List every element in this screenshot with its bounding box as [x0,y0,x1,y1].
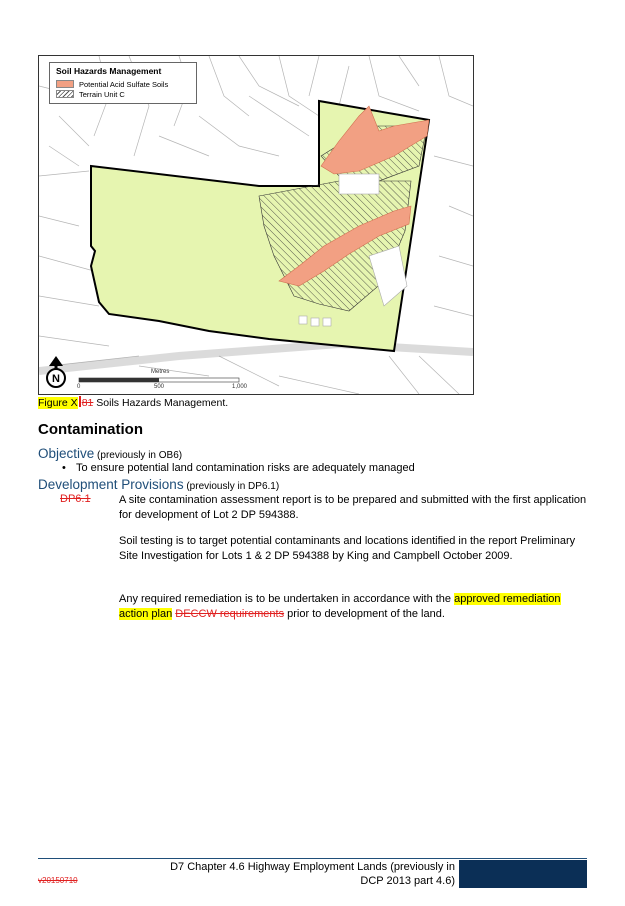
scale-tick: 0 [77,384,81,390]
scale-title: Metres [151,369,170,375]
footer-version-deleted: v20150710 [38,876,78,885]
para3-end: prior to development of the land. [284,608,445,620]
para3-deleted-text: DECCW requirements [175,608,285,620]
acid-sulfate-swatch [56,80,74,88]
objective-bullet-text: To ensure potential land contamination risks are adequately managed [76,462,415,474]
provision-paragraph-2: Soil testing is to target potential contaminants and locations identified in the report Preliminary Site Investigation for Lots 1 & 2 DP 594388 by King and Campbell October 2009. [119,535,576,562]
legend-label: Terrain Unit C [79,89,125,99]
scale-tick: 1,000 [232,384,248,390]
legend-item-acid-sulfate [56,79,190,89]
map-graphic [39,56,473,394]
legend-item-terrain-unit-c [56,89,190,99]
objective-bullet [62,462,415,474]
objective-heading-text: Objective [38,446,95,461]
provisions-note: (previously in DP6.1) [183,481,280,492]
objective-heading [38,446,182,461]
north-label: N [52,373,60,385]
terrain-unit-c-swatch [56,90,74,98]
provision-paragraph-3 [119,592,589,622]
scale-tick: 500 [154,384,165,390]
figure-caption [38,396,228,409]
scale-bar [79,378,239,382]
objective-note: (previously in OB6) [94,450,183,461]
footer-color-block [459,860,587,888]
bullet-icon: • [62,462,66,474]
legend-label: Potential Acid Sulfate Soils [79,79,169,89]
map-legend [49,62,197,104]
legend-title: Soil Hazards Management [56,66,162,76]
north-arrow-icon [45,356,67,388]
provision-number-deleted: DP6.1 [60,493,91,505]
caption-deleted-number: 81 [81,397,94,409]
para3-inserted-text: approved remediation action plan [119,593,561,620]
provisions-heading-text: Development Provisions [38,477,184,492]
para3-start: Any required remediation is to be undertaken in accordance with the [119,593,455,605]
text-cursor-icon [79,396,81,407]
caption-prefix: Figure X [38,397,78,409]
footer-title: D7 Chapter 4.6 Highway Employment Lands (previously in DCP 2013 part 4.6) [170,861,455,887]
footer-divider [38,858,587,859]
soil-hazards-map [38,55,474,395]
section-title: Contamination [38,421,143,438]
caption-text: Soils Hazards Management. [93,397,229,409]
provision-paragraph-1: A site contamination assessment report is to be prepared and submitted with the first application for development of Lot 2 DP 594388. [119,494,587,521]
road [39,344,473,371]
provisions-heading [38,477,279,492]
